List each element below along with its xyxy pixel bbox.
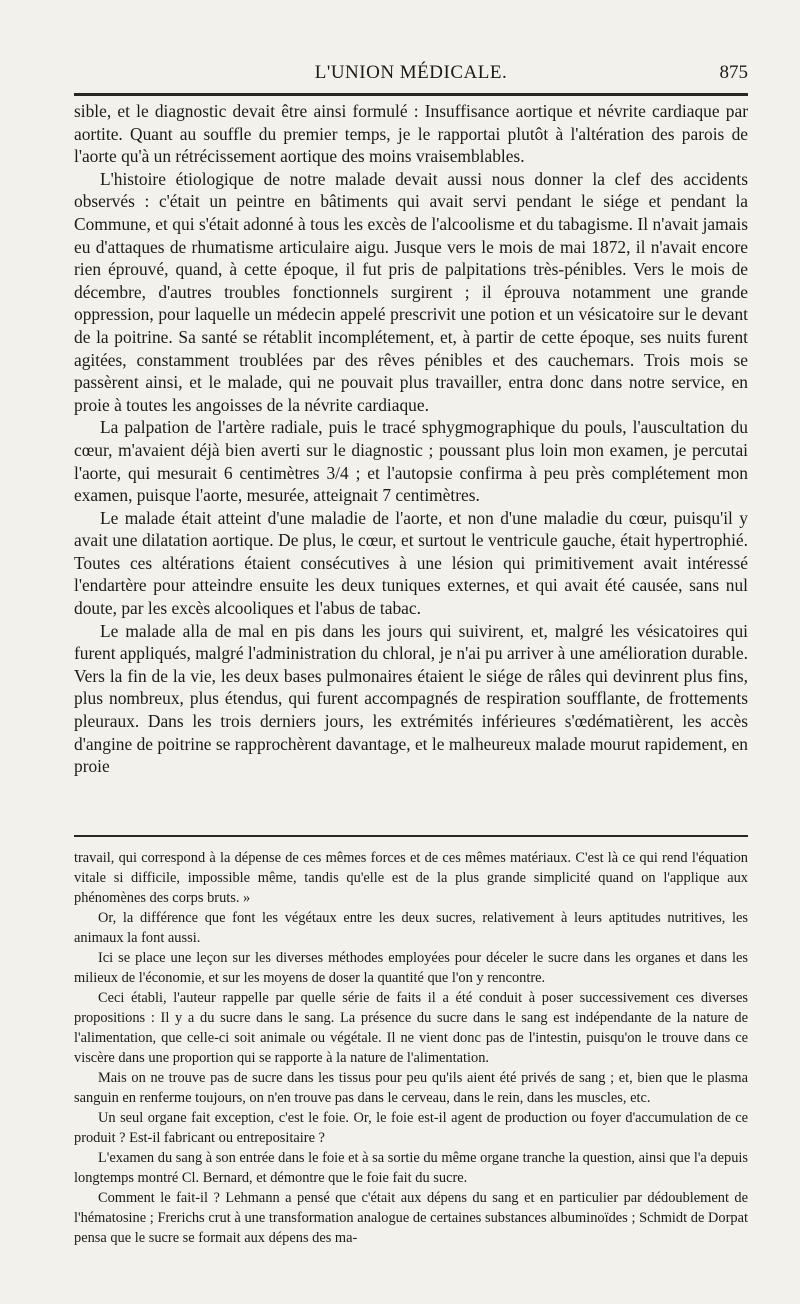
note-paragraph: Or, la différence que font les végétaux entre les deux sucres, relativement à leurs aptitudes nutritives, les animaux la font aussi.	[74, 910, 748, 946]
header-rule	[74, 93, 748, 96]
page-header	[74, 58, 748, 92]
section-divider	[74, 835, 748, 837]
feuilleton-text	[74, 848, 748, 1248]
note-paragraph: Ici se place une leçon sur les diverses méthodes employées pour déceler le sucre dans les organes et dans les milieux de l'économie, et sur les moyens de doser la quantité que l'on y rencontre.	[74, 950, 748, 986]
main-paragraph: sible, et le diagnostic devait être ainsi formulé : Insuffisance aortique et névrite cardiaque par aortite. Quant au souffle du premier temps, je le rapportai plutôt à l'altération des parois de l'aorte qu'à un rétrécissement aortique des moins vraisemblables.	[74, 101, 748, 167]
note-paragraph: travail, qui correspond à la dépense de ces mêmes forces et de ces mêmes matériaux. C'est là ce qui rend l'équation vitale si difficile, impossible même, tandis qu'elle est de la plus grande simplicité quand on l'applique aux phénomènes des corps bruts. »	[74, 850, 748, 906]
page-number: 875	[719, 62, 748, 83]
note-paragraph: Ceci établi, l'auteur rappelle par quelle série de faits il a été conduit à poser successivement ces diverses propositions : Il y a du sucre dans le sang. La présence du sucre dans le sang est indépendante de la nature de l'alimentation, que celle-ci soit animale ou végétale. Il ne vient donc pas de l'intestin, puisqu'on le trouve dans ce viscère dans une proportion qui se rapporte à la nature de l'alimentation.	[74, 990, 748, 1066]
main-text	[74, 100, 748, 778]
note-paragraph: Mais on ne trouve pas de sucre dans les tissus pour peu qu'ils aient été privés de sang ; et, bien que le plasma sanguin en renferme toujours, on n'en trouve pas dans le cerveau, dans le rein, dans les muscles, etc.	[74, 1070, 748, 1106]
running-title: L'UNION MÉDICALE.	[314, 62, 508, 83]
note-paragraph: Un seul organe fait exception, c'est le foie. Or, le foie est-il agent de production ou foyer d'accumulation de ce produit ? Est-il fabricant ou entrepositaire ?	[74, 1110, 748, 1146]
note-paragraph: L'examen du sang à son entrée dans le foie et à sa sortie du même organe tranche la question, ainsi que l'a depuis longtemps montré Cl. Bernard, et démontre que le foie fait du sucre.	[74, 1150, 748, 1186]
main-paragraph: La palpation de l'artère radiale, puis le tracé sphygmographique du pouls, l'auscultation du cœur, m'avaient déjà bien averti sur le diagnostic ; poussant plus loin mon examen, je percutai l'aorte, qui mesurait 6 centimètres 3/4 ; et l'autopsie confirma à peu près complétement mon examen, puisque l'aorte, mesurée, atteignait 7 centimètres.	[74, 417, 748, 506]
main-paragraph: Le malade était atteint d'une maladie de l'aorte, et non d'une maladie du cœur, puisqu'il y avait une dilatation aortique. De plus, le cœur, et surtout le ventricule gauche, était hypertrophié. Toutes ces altérations étaient consécutives à une lésion qui primitivement avait intéressé l'endartère pour atteindre ensuite les deux tuniques externes, et qui avait été causée, sans nul doute, par les excès alcooliques et l'abus de tabac.	[74, 507, 748, 619]
note-paragraph: Comment le fait-il ? Lehmann a pensé que c'était aux dépens du sang et en particulier par dédoublement de l'hématosine ; Frerichs crut à une transformation analogue de certaines substances albuminoïdes ; Schmidt de Dorpat pensa que le sucre se formait aux dépens des ma-	[74, 1190, 748, 1246]
main-paragraph: Le malade alla de mal en pis dans les jours qui suivirent, et, malgré les vésicatoires qui furent appliqués, malgré l'administration du chloral, je n'ai pu arriver à une amélioration durable. Vers la fin de la vie, les deux bases pulmonaires étaient le siége de râles qui devinrent plus fins, plus nombreux, plus étendus, qui furent accompagnés de respiration soufflante, de frottements pleuraux. Dans les trois derniers jours, les extrémités inférieures s'œdématièrent, les accès d'angine de poitrine se rapprochèrent davantage, et le malheureux malade mourut rapidement, en proie	[74, 620, 748, 777]
main-paragraph: L'histoire étiologique de notre malade devait aussi nous donner la clef des accidents observés : c'était un peintre en bâtiments qui avait servi pendant le siége et pendant la Commune, et qui s'était adonné à tous les excès de l'alcoolisme et du tabagisme. Il n'avait jamais eu d'attaques de rhumatisme articulaire aigu. Jusque vers le mois de mai 1872, il n'avait encore rien éprouvé, quand, à cette époque, il fut pris de palpitations très-pénibles. Vers le mois de décembre, d'autres troubles fonctionnels surgirent ; il éprouva notamment une grande oppression, pour laquelle un médecin appelé prescrivit une potion et un vésicatoire sur le devant de la poitrine. Sa santé se rétablit incomplétement, et, à partir de cette époque, ses nuits furent agitées, constamment troublées par des rêves pénibles et des cauchemars. Trois mois se passèrent ainsi, et le malade, qui ne pouvait plus travailler, entra donc dans notre service, en proie à toutes les angoisses de la névrite cardiaque.	[74, 168, 748, 415]
